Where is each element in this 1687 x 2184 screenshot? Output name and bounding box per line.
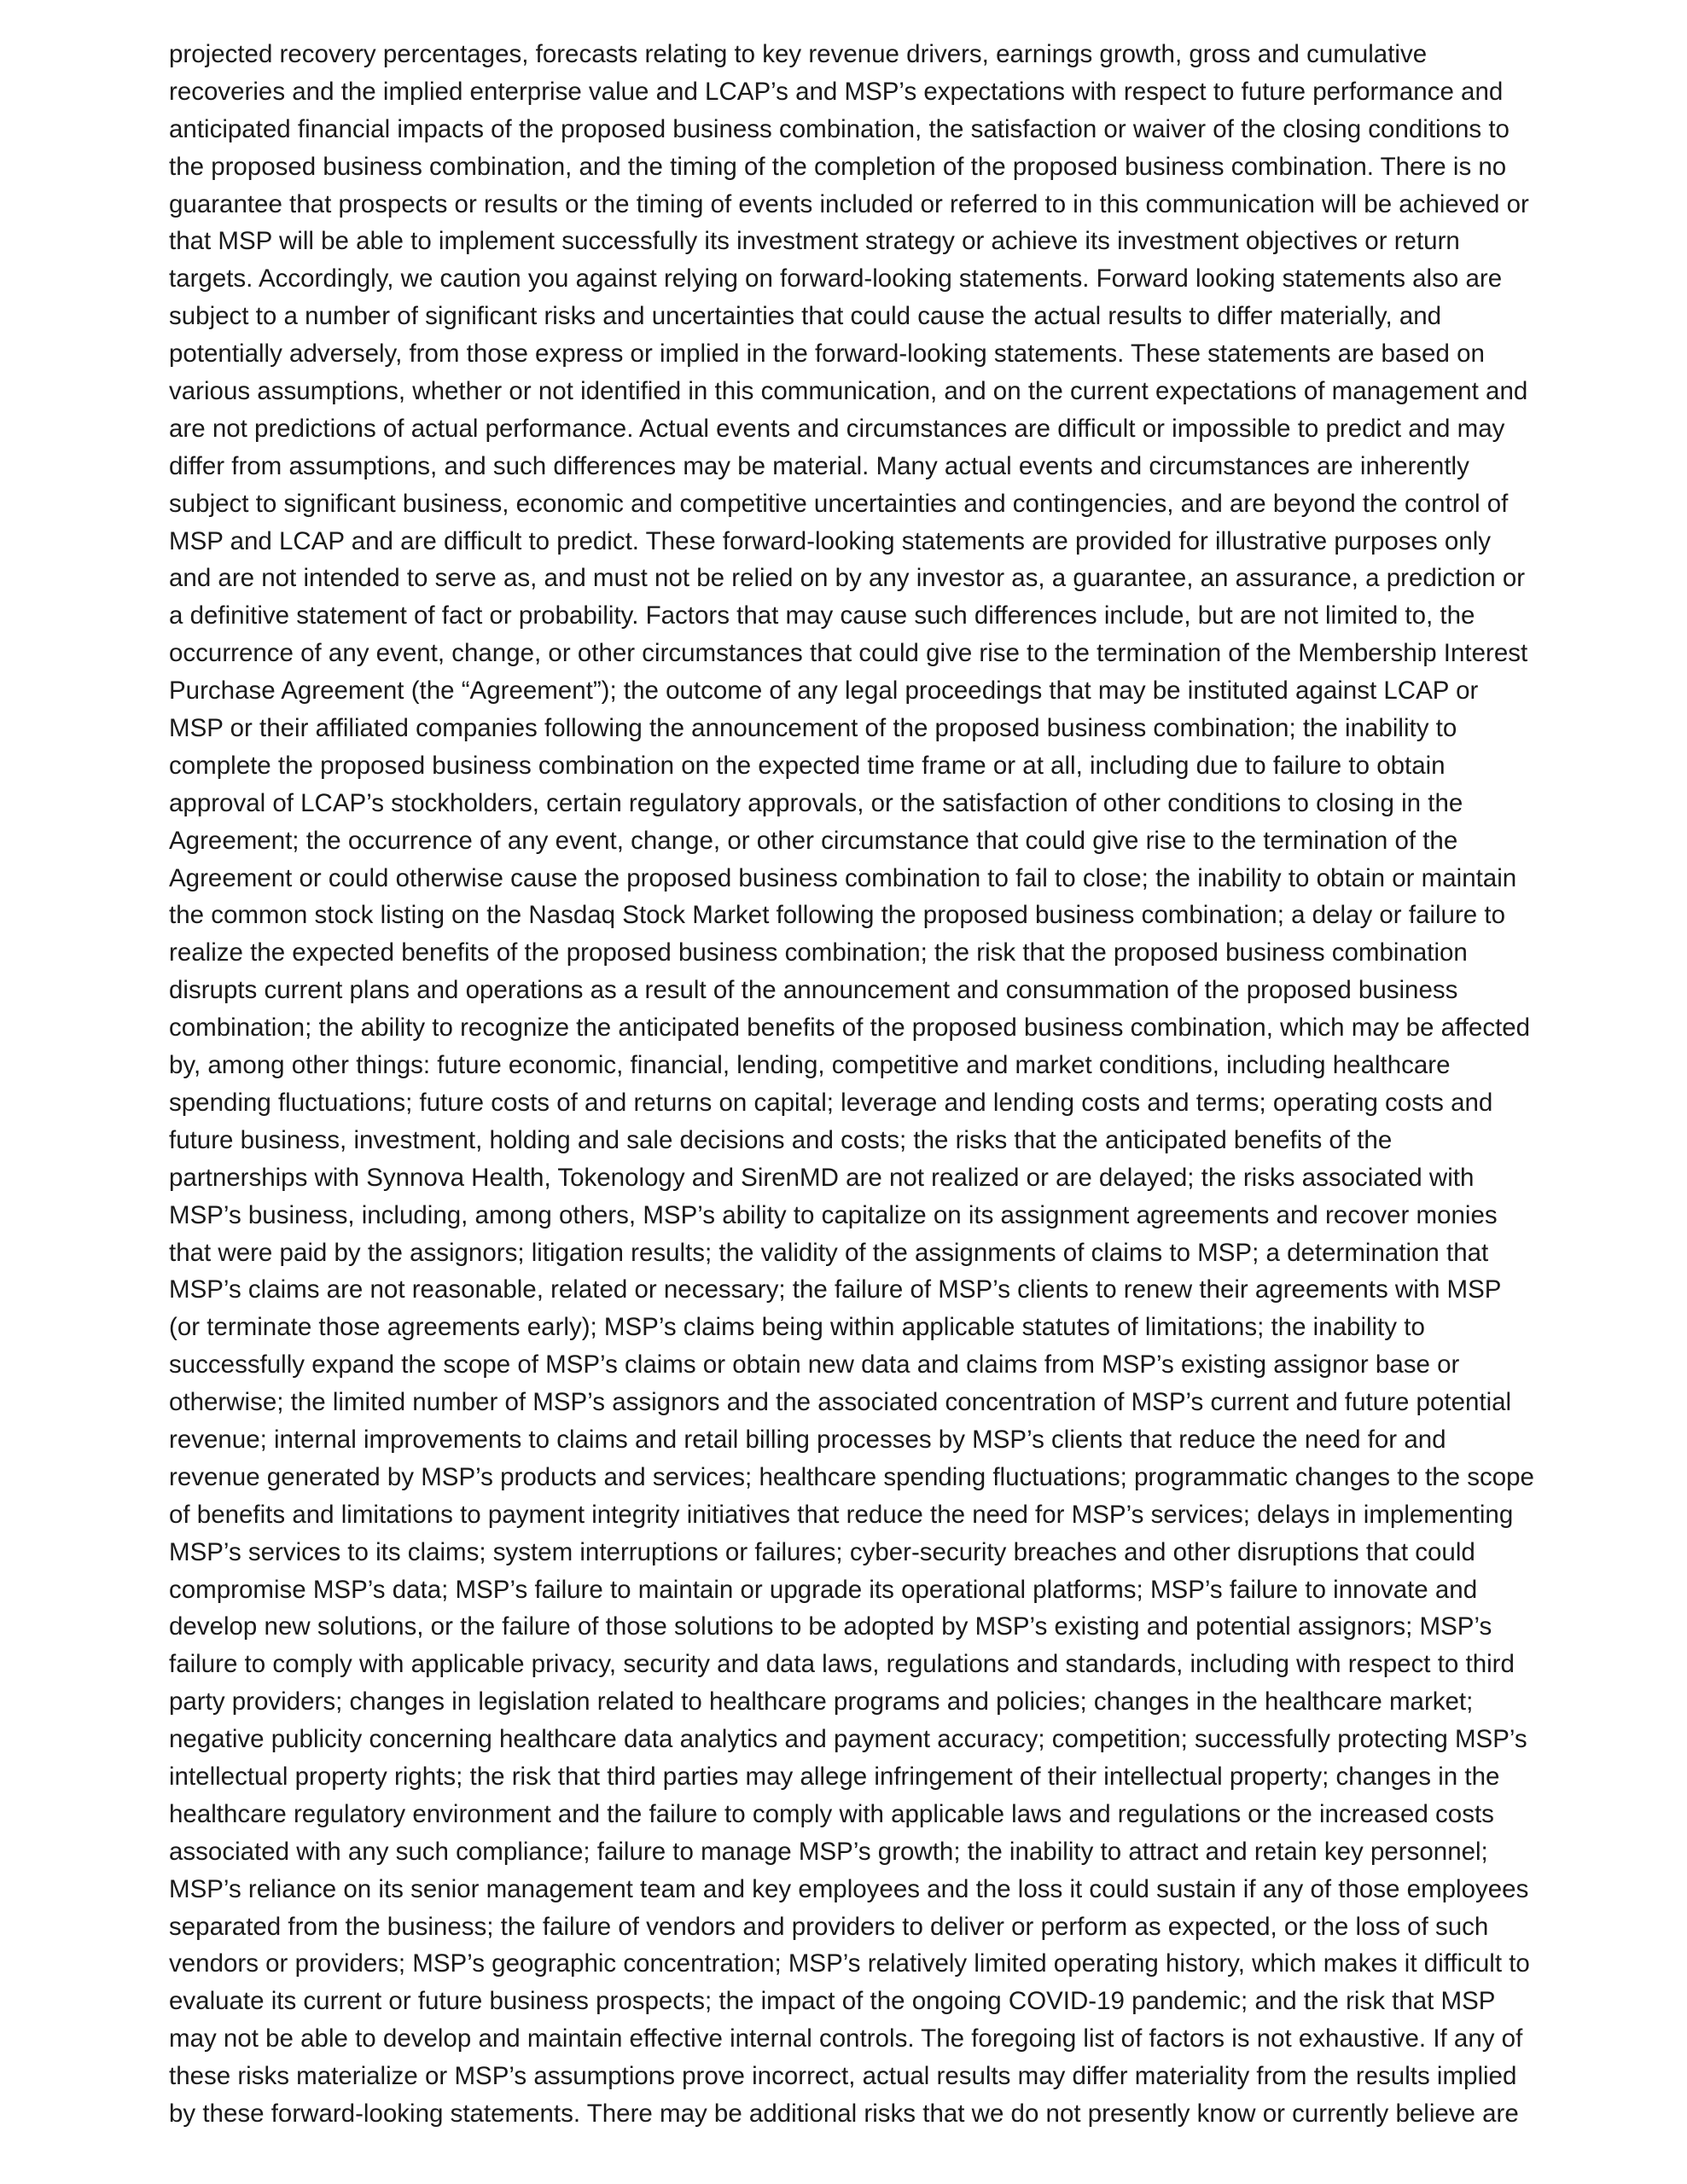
paragraph-line: evaluate its current or future business prospects; the impact of the ongoing COVID-19 pandemic; and the risk that MSP [169, 1987, 1496, 2016]
paragraph-line: that MSP will be able to implement successfully its investment strategy or achieve its investment objectives or return [169, 227, 1460, 256]
paragraph-line: complete the proposed business combination on the expected time frame or at all, including due to failure to obtain [169, 751, 1446, 780]
paragraph-line [169, 2133, 1534, 2170]
paragraph-line: develop new solutions, or the failure of those solutions to be adopted by MSP’s existing and potential assignors; MSP’s [169, 1612, 1492, 1641]
paragraph-line: these risks materialize or MSP’s assumptions prove incorrect, actual results may differ materiality from the results implied [169, 2062, 1517, 2091]
paragraph-line: MSP and LCAP and are difficult to predict. These forward-looking statements are provided for illustrative purposes only [169, 526, 1492, 555]
paragraph-line: subject to significant business, economic and competitive uncertainties and contingencies, and are beyond the control of [169, 489, 1509, 518]
paragraph-line: targets. Accordingly, we caution you against relying on forward-looking statements. Forward looking statements also are [169, 264, 1503, 293]
paragraph-line: successfully expand the scope of MSP’s claims or obtain new data and claims from MSP’s existing assignor base or [169, 1350, 1460, 1380]
paragraph-line: separated from the business; the failure of vendors and providers to deliver or perform as expected, or the loss of such [169, 1912, 1489, 1941]
paragraph-line: the proposed business combination, and the timing of the completion of the proposed business combination. There is no [169, 152, 1507, 181]
paragraph-line: MSP’s services to its claims; system interruptions or failures; cyber-security breaches and other disruptions that could [169, 1537, 1475, 1566]
forward-looking-statements-paragraph [169, 36, 1534, 2170]
paragraph-line: MSP or their affiliated companies following the announcement of the proposed business combination; the inability to [169, 714, 1457, 743]
paragraph-line: approval of LCAP’s stockholders, certain regulatory approvals, or the satisfaction of other conditions to closing in the [169, 788, 1463, 817]
paragraph-line: potentially adversely, from those express or implied in the forward-looking statements. These statements are based on [169, 340, 1485, 369]
paragraph-line: guarantee that prospects or results or the timing of events included or referred to in this communication will be achieved or [169, 189, 1529, 218]
paragraph-line: (or terminate those agreements early); MSP’s claims being within applicable statutes of limitations; the inability to [169, 1313, 1425, 1342]
paragraph-line: subject to a number of significant risks and uncertainties that could cause the actual results to differ materially, and [169, 302, 1442, 331]
paragraph-line: and are not intended to serve as, and must not be relied on by any investor as, a guarantee, an assurance, a prediction or [169, 564, 1526, 593]
paragraph-line: partnerships with Synnova Health, Tokenology and SirenMD are not realized or are delayed; the risks associated with [169, 1163, 1475, 1192]
paragraph-line: realize the expected benefits of the proposed business combination; the risk that the proposed business combination [169, 938, 1468, 967]
paragraph-line: negative publicity concerning healthcare data analytics and payment accuracy; competition; successfully protecting MSP’s [169, 1725, 1527, 1754]
paragraph-line: various assumptions, whether or not identified in this communication, and on the current expectations of management and [169, 377, 1528, 406]
paragraph-line: projected recovery percentages, forecasts relating to key revenue drivers, earnings growth, gross and cumulative [169, 40, 1428, 68]
paragraph-line: future business, investment, holding and sale decisions and costs; the risks that the anticipated benefits of the [169, 1125, 1393, 1154]
paragraph-line: anticipated financial impacts of the proposed business combination, the satisfaction or waiver of the closing conditions to [169, 114, 1510, 143]
paragraph-line: occurrence of any event, change, or other circumstances that could give rise to the termination of the Membership Interest [169, 639, 1528, 668]
paragraph-line: by, among other things: future economic, financial, lending, competitive and market conditions, including healthcare [169, 1051, 1451, 1080]
paragraph-line: that were paid by the assignors; litigation results; the validity of the assignments of claims to MSP; a determination that [169, 1238, 1489, 1267]
paragraph-line: the common stock listing on the Nasdaq Stock Market following the proposed business combination; a delay or failure to [169, 901, 1505, 930]
document-page [169, 36, 1534, 2170]
paragraph-line: party providers; changes in legislation related to healthcare programs and policies; changes in the healthcare market; [169, 1687, 1474, 1716]
paragraph-line: failure to comply with applicable privacy, security and data laws, regulations and standards, including with respect to third [169, 1650, 1515, 1679]
paragraph-line: Agreement; the occurrence of any event, change, or other circumstance that could give rise to the termination of the [169, 826, 1458, 855]
paragraph-line: MSP’s claims are not reasonable, related or necessary; the failure of MSP’s clients to renew their agreements with MSP [169, 1275, 1502, 1304]
paragraph-line: recoveries and the implied enterprise value and LCAP’s and MSP’s expectations with respect to future performance and [169, 77, 1504, 106]
paragraph-line: a definitive statement of fact or probability. Factors that may cause such differences include, but are not limited to, the [169, 601, 1475, 630]
paragraph-line: MSP’s reliance on its senior management team and key employees and the loss it could sustain if any of those employees [169, 1874, 1529, 1903]
paragraph-line: compromise MSP’s data; MSP’s failure to maintain or upgrade its operational platforms; MSP’s failure to innovate and [169, 1575, 1478, 1604]
paragraph-line: revenue; internal improvements to claims and retail billing processes by MSP’s clients that reduce the need for and [169, 1425, 1446, 1454]
paragraph-line: of benefits and limitations to payment integrity initiatives that reduce the need for MSP’s services; delays in implementing [169, 1500, 1514, 1529]
paragraph-line: associated with any such compliance; failure to manage MSP’s growth; the inability to attract and retain key personnel; [169, 1837, 1488, 1866]
paragraph-line: Agreement or could otherwise cause the proposed business combination to fail to close; the inability to obtain or maintain [169, 863, 1517, 892]
paragraph-line: intellectual property rights; the risk that third parties may allege infringement of their intellectual property; changes in the [169, 1762, 1500, 1791]
paragraph-line: revenue generated by MSP’s products and services; healthcare spending fluctuations; programmatic changes to the scope [169, 1462, 1534, 1491]
paragraph-line: disrupts current plans and operations as a result of the announcement and consummation of the proposed business [169, 976, 1458, 1005]
paragraph-line: differ from assumptions, and such differences may be material. Many actual events and circumstances are inherently [169, 451, 1469, 480]
paragraph-line: may not be able to develop and maintain effective internal controls. The foregoing list of factors is not exhaustive. If any of [169, 2024, 1523, 2053]
paragraph-line: are not predictions of actual performance. Actual events and circumstances are difficult or impossible to predict and may [169, 414, 1505, 443]
paragraph-line: healthcare regulatory environment and the failure to comply with applicable laws and regulations or the increased costs [169, 1799, 1494, 1828]
paragraph-line: MSP’s business, including, among others, MSP’s ability to capitalize on its assignment agreements and recover monies [169, 1200, 1498, 1229]
paragraph-line: otherwise; the limited number of MSP’s assignors and the associated concentration of MSP’s current and future potential [169, 1388, 1512, 1417]
paragraph-line: combination; the ability to recognize the anticipated benefits of the proposed business combination, which may be affected [169, 1014, 1531, 1043]
paragraph-line: spending fluctuations; future costs of and returns on capital; leverage and lending costs and terms; operating costs and [169, 1088, 1493, 1117]
paragraph-line: by these forward-looking statements. There may be additional risks that we do not presently know or currently believe are [169, 2099, 1519, 2128]
paragraph-line: Purchase Agreement (the “Agreement”); the outcome of any legal proceedings that may be instituted against LCAP or [169, 677, 1479, 706]
paragraph-line: vendors or providers; MSP’s geographic concentration; MSP’s relatively limited operating history, which makes it difficult to [169, 1949, 1530, 1978]
